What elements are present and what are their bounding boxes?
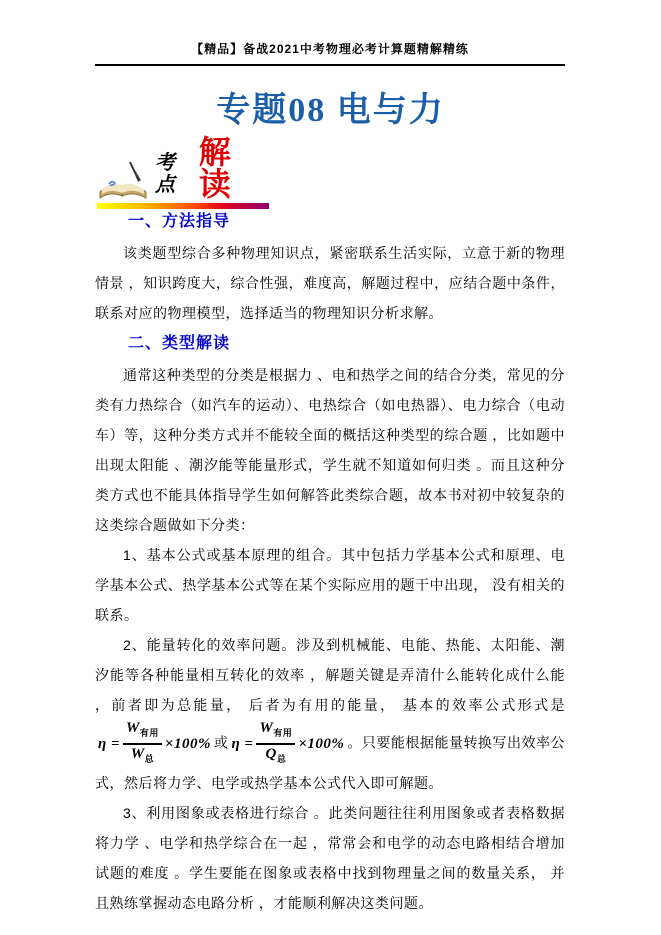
numerator-subscript: 有用 xyxy=(139,728,159,738)
numerator-base: W xyxy=(126,720,140,736)
type-item-1: 1、基本公式或基本原理的组合。其中包括力学基本公式和原理、电学基本公式、热学基本公式等在某个实际应用的题干中出现， 没有相关的联系。 xyxy=(95,547,565,623)
formula-fraction xyxy=(256,720,295,768)
numerator-base: W xyxy=(259,720,274,736)
denominator-base: Q xyxy=(265,746,277,762)
item2-text-or: 或 xyxy=(213,734,229,751)
denominator-subscript: 总 xyxy=(144,754,155,764)
formula-numerator xyxy=(123,720,162,745)
formula-denominator xyxy=(256,745,295,768)
section-heading-methods: 一、方法指导 xyxy=(128,213,231,230)
formula-factor: ×100% xyxy=(164,735,211,752)
formula-numerator xyxy=(256,720,295,745)
content-area xyxy=(95,206,565,918)
item2-text-post: 。只要能根据能量转换写出效率公式，然后将力学、电学或热学基本公式代入即可解题。 xyxy=(95,734,566,791)
formula-lhs: η = xyxy=(231,735,254,752)
open-book-icon xyxy=(97,160,149,200)
type-item-2 xyxy=(95,630,565,798)
section-heading-types: 二、类型解读 xyxy=(128,335,231,352)
badge-label-black: 考点 xyxy=(155,152,178,196)
denominator-subscript: 总 xyxy=(276,754,287,764)
formula-denominator xyxy=(123,745,162,768)
badge-row xyxy=(97,134,269,202)
efficiency-formula-work xyxy=(98,720,211,768)
type-item-3: 3、利用图象或表格进行综合 。此类问题往往利用图象或者表格数据将力学 、电学和热学综合在一起 ，常常会和电学的动态电路相结合增加试题的难度 。学生要能在图象或表格中找到物理量之间的数量关系， 并且熟练掌握动态电路分析 ，才能顺利解决这类问题。 xyxy=(95,805,565,911)
efficiency-formula-heat xyxy=(231,720,344,768)
formula-fraction xyxy=(123,720,162,768)
item2-text-pre: 2、能量转化的效率问题。涉及到机械能、电能、热能、太阳能、潮汐能等各种能量相互转化的效率 ，解题关键是弄清什么能转化成什么能 ，前者即为总能量， 后者为有用的能量， 基本的效率公式形式是 xyxy=(95,637,565,713)
numerator-subscript: 有用 xyxy=(273,728,293,738)
page-header xyxy=(95,40,565,66)
page-title: 专题08 电与力 xyxy=(216,92,445,129)
methods-paragraph: 该类题型综合多种物理知识点，紧密联系生活实际，立意于新的物理情景 ，知识跨度大，综合性强，难度高，解题过程中，应结合题中条件， 联系对应的物理模型，选择适当的物理知识分析求解。 xyxy=(95,245,565,321)
formula-lhs: η = xyxy=(98,735,121,752)
types-intro-paragraph: 通常这种类型的分类是根据力 、电和热学之间的结合分类，常见的分类有力热综合（如汽车的运动）、电热综合（如电热器）、电力综合（电动车）等，这种分类方式并不能较全面的概括这种类型的综合题 ，比如题中出现太阳能 、潮汐能等能量形式，学生就不知道如何归类 。而且这种分类方式也不能具体指导学生如何解答此类综合题，故本书对初中较复杂的这类综合题做如下分类： xyxy=(95,367,565,533)
formula-factor: ×100% xyxy=(298,735,345,752)
kaodian-jiedu-badge xyxy=(97,134,269,209)
denominator-base: W xyxy=(130,746,145,762)
badge-label-red: 解读 xyxy=(198,134,236,202)
header-text: 【精品】备战2021中考物理必考计算题精解精练 xyxy=(191,42,469,56)
